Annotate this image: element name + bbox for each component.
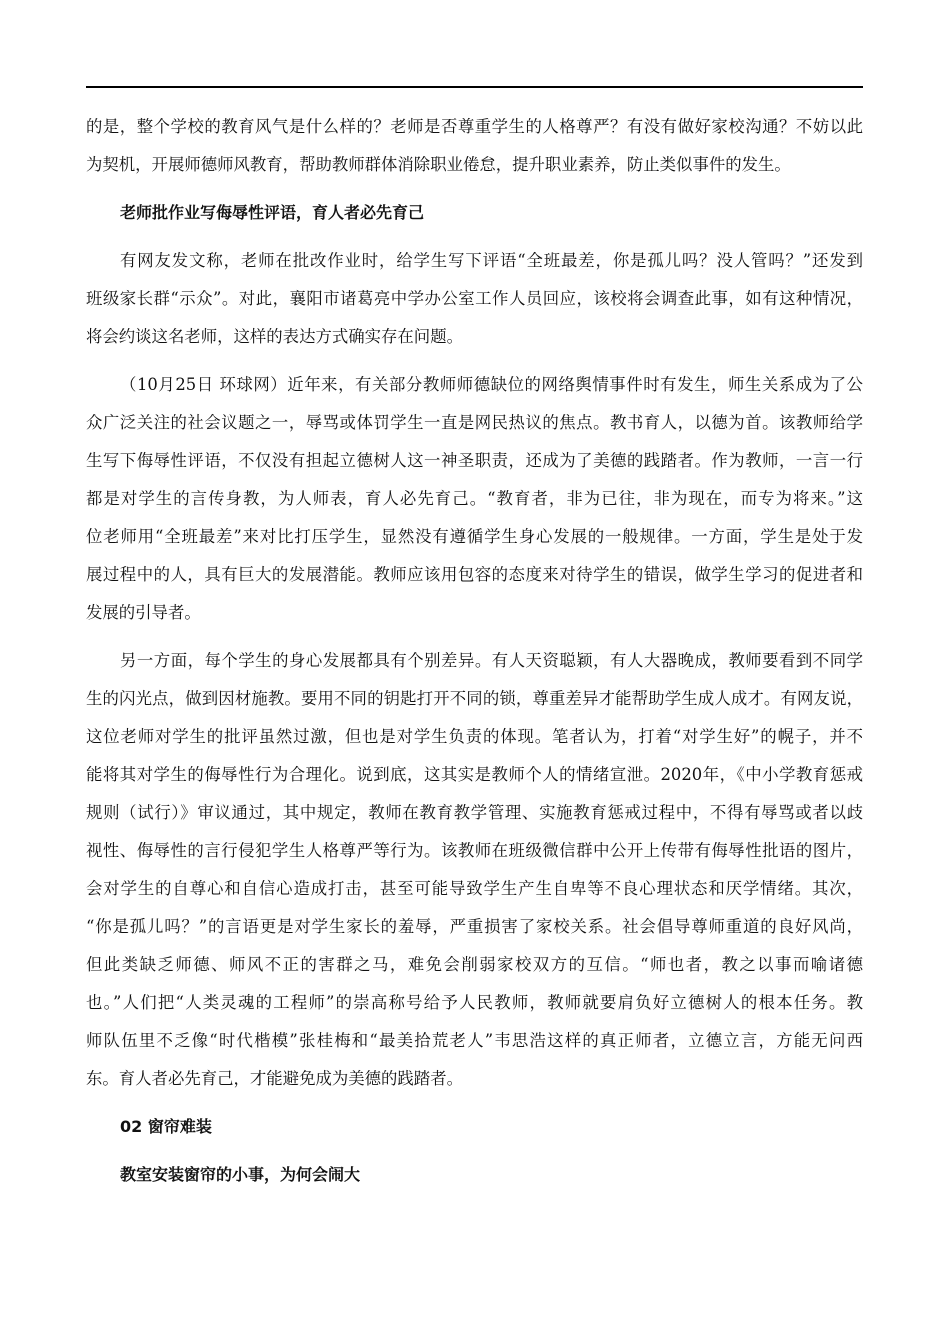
text-line: 视性、侮辱性的言行侵犯学生人格尊严等行为。该教师在班级微信群中公开上传带有侮辱性批语的图片， bbox=[86, 841, 863, 860]
header-rule bbox=[86, 86, 863, 88]
paragraph bbox=[86, 242, 863, 356]
section-heading: 老师批作业写侮辱性评语，育人者必先育己 bbox=[120, 203, 425, 222]
text-line: 有网友发文称，老师在批改作业时，给学生写下评语“全班最差，你是孤儿吗？没人管吗？”还发到 bbox=[120, 251, 863, 270]
text-line: （10月25日 环球网）近年来，有关部分教师师德缺位的网络舆情事件时有发生，师生关系成为了公 bbox=[120, 375, 863, 394]
text-line: 规则（试行）》审议通过，其中规定，教师在教育教学管理、实施教育惩戒过程中，不得有辱骂或者以歧 bbox=[86, 803, 863, 822]
text-line: 的是，整个学校的教育风气是什么样的？老师是否尊重学生的人格尊严？有没有做好家校沟通？不妨以此 bbox=[86, 117, 863, 136]
section-heading: 教室安装窗帘的小事，为何会闹大 bbox=[120, 1165, 361, 1184]
text-line: 生写下侮辱性评语，不仅没有担起立德树人这一神圣职责，还成为了美德的践踏者。作为教师，一言一行 bbox=[86, 451, 863, 470]
paragraph bbox=[86, 366, 863, 632]
text-line: 班级家长群“示众”。对此，襄阳市诸葛亮中学办公室工作人员回应，该校将会调查此事，如有这种情况， bbox=[86, 289, 863, 308]
text-line: “你是孤儿吗？”的言语更是对学生家长的羞辱，严重损害了家校关系。社会倡导尊师重道的良好风尚， bbox=[86, 917, 863, 936]
text-line: 也。”人们把“人类灵魂的工程师”的崇高称号给予人民教师，教师就要肩负好立德树人的根本任务。教 bbox=[86, 993, 863, 1012]
text-line: 生的闪光点，做到因材施教。要用不同的钥匙打开不同的锁，尊重差异才能帮助学生成人成才。有网友说， bbox=[86, 689, 863, 708]
text-line: 都是对学生的言传身教，为人师表，育人必先育己。“教育者，非为已往，非为现在，而专为将来。”这 bbox=[86, 489, 863, 508]
text-line: 能将其对学生的侮辱性行为合理化。说到底，这其实是教师个人的情绪宣泄。2020年，《中小学教育惩戒 bbox=[86, 765, 863, 784]
section-heading: 02 窗帘难装 bbox=[120, 1117, 212, 1136]
text-line: 众广泛关注的社会议题之一，辱骂或体罚学生一直是网民热议的焦点。教书育人，以德为首。该教师给学 bbox=[86, 413, 863, 432]
text-line: 东。育人者必先育己，才能避免成为美德的践踏者。 bbox=[86, 1069, 463, 1088]
text-line: 这位老师对学生的批评虽然过激，但也是对学生负责的体现。笔者认为，打着“对学生好”的幌子，并不 bbox=[86, 727, 863, 746]
document-body bbox=[86, 108, 863, 1204]
paragraph bbox=[86, 642, 863, 1098]
text-line: 为契机，开展师德师风教育，帮助教师群体消除职业倦怠，提升职业素养，防止类似事件的发生。 bbox=[86, 155, 791, 174]
text-line: 发展的引导者。 bbox=[86, 603, 201, 622]
text-line: 师队伍里不乏像“时代楷模”张桂梅和“最美拾荒老人”韦思浩这样的真正师者，立德立言，方能无问西 bbox=[86, 1031, 863, 1050]
text-line: 会对学生的自尊心和自信心造成打击，甚至可能导致学生产生自卑等不良心理状态和厌学情绪。其次， bbox=[86, 879, 863, 898]
text-line: 位老师用“全班最差”来对比打压学生，显然没有遵循学生身心发展的一般规律。一方面，学生是处于发 bbox=[86, 527, 863, 546]
text-line: 将会约谈这名老师，这样的表达方式确实存在问题。 bbox=[86, 327, 463, 346]
text-line: 展过程中的人，具有巨大的发展潜能。教师应该用包容的态度来对待学生的错误，做学生学习的促进者和 bbox=[86, 565, 863, 584]
text-line: 但此类缺乏师德、师风不正的害群之马，难免会削弱家校双方的互信。“师也者，教之以事而喻诸德 bbox=[86, 955, 863, 974]
paragraph bbox=[86, 108, 863, 184]
text-line: 另一方面，每个学生的身心发展都具有个别差异。有人天资聪颖，有人大器晚成，教师要看到不同学 bbox=[120, 651, 863, 670]
